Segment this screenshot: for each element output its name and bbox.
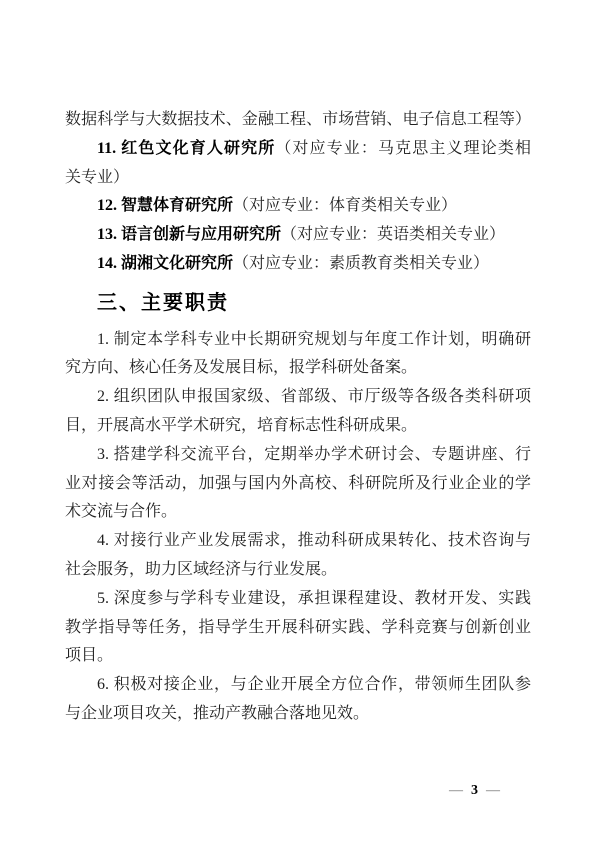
body-text-run: （对应专业：马克思主义理论类相	[275, 139, 531, 157]
body-text-run: 2. 组织团队申报国家级、省部级、市厅级等各级各类科研项	[97, 388, 531, 406]
body-text-run: 社会服务，助力区域经济与行业发展。	[65, 560, 338, 578]
body-text-run: （对应专业：英语类相关专业）	[281, 226, 506, 244]
doc-line	[65, 585, 531, 614]
bold-text-run: 14. 湖湘文化研究所	[97, 254, 234, 272]
doc-line	[65, 441, 531, 470]
body-text-run: 1. 制定本学科专业中长期研究规划与年度工作计划，明确研	[97, 330, 531, 348]
body-text-run: 6. 积极对接企业，与企业开展全方位合作，带领师生团队参	[97, 676, 531, 694]
body-text-run: （对应专业：素质教育类相关专业）	[233, 254, 490, 272]
section-heading	[65, 289, 531, 320]
body-text-run: 术交流与合作。	[65, 503, 178, 521]
doc-line	[65, 221, 531, 250]
heading-text-run: 三、主要职责	[97, 291, 229, 314]
doc-line	[65, 614, 531, 643]
doc-line	[65, 498, 531, 527]
doc-line	[65, 135, 531, 164]
page-number-left-dash: —	[449, 783, 463, 798]
body-text-run: 与企业项目攻关，推动产教融合落地见效。	[65, 704, 370, 722]
doc-line	[65, 383, 531, 412]
body-text-run: 究方向、核心任务及发展目标，报学科研处备案。	[65, 359, 418, 377]
doc-line	[65, 326, 531, 355]
body-text-run: （对应专业：体育类相关专业）	[233, 197, 458, 215]
doc-line	[65, 700, 531, 729]
document-body	[65, 106, 531, 729]
body-text-run: 关专业）	[65, 168, 130, 186]
doc-line	[65, 642, 531, 671]
page-number-right-dash: —	[486, 783, 500, 798]
body-text-run: 4. 对接行业产业发展需求，推动科研成果转化、技术咨询与	[97, 532, 531, 550]
body-text-run: 目，开展高水平学术研究，培育标志性科研成果。	[65, 416, 418, 434]
doc-line	[65, 164, 531, 193]
page-number-value: 3	[471, 783, 478, 798]
body-text-run: 3. 搭建学科交流平台，定期举办学术研讨会、专题讲座、行	[97, 445, 531, 463]
doc-line	[65, 556, 531, 585]
doc-line	[65, 671, 531, 700]
bold-text-run: 11. 红色文化育人研究所	[97, 139, 276, 157]
body-text-run: 数据科学与大数据技术、金融工程、市场营销、电子信息工程等）	[65, 111, 531, 128]
bold-text-run: 13. 语言创新与应用研究所	[97, 226, 282, 244]
doc-line	[65, 412, 531, 441]
doc-line	[65, 354, 531, 383]
body-text-run: 5. 深度参与学科专业建设，承担课程建设、教材开发、实践	[97, 589, 531, 607]
page-number	[447, 783, 502, 799]
doc-line	[65, 250, 531, 279]
doc-line	[65, 527, 531, 556]
doc-line	[65, 470, 531, 499]
doc-line	[65, 106, 531, 135]
body-text-run: 业对接会等活动，加强与国内外高校、科研院所及行业企业的学	[65, 474, 531, 492]
bold-text-run: 12. 智慧体育研究所	[97, 197, 234, 215]
body-text-run: 教学指导等任务，指导学生开展科研实践、学科竞赛与创新创业	[65, 618, 531, 636]
doc-line	[65, 192, 531, 221]
body-text-run: 项目。	[65, 647, 114, 665]
